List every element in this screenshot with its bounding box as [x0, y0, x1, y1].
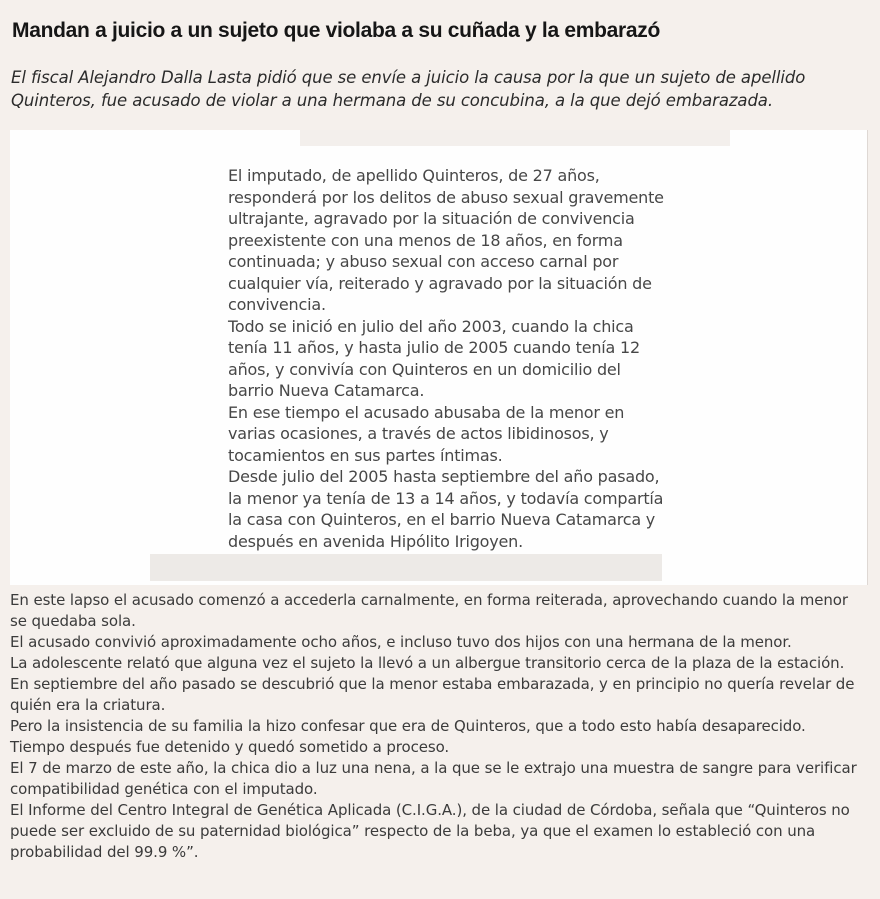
column-paragraph: Todo se inició en julio del año 2003, cuando la chica tenía 11 años, y hasta julio de 2005 cuando tenía 12 años, y convivía con Quinteros en un domicilio del barrio Nueva Catamarca. — [228, 316, 640, 400]
scan-artifact-shade — [300, 130, 730, 146]
body-paragraph: El Informe del Centro Integral de Genética Aplicada (C.I.G.A.), de la ciudad de Córdoba, señala que “Quinteros no puede ser excluido de su paternidad biológica” respecto de la beba, ya que el examen lo estableció con una probabilidad del 99.9 %”. — [10, 801, 850, 861]
column-paragraph: En ese tiempo el acusado abusaba de la menor en varias ocasiones, a través de actos libidinosos, y tocamientos en sus partes íntimas. — [228, 402, 625, 465]
body-paragraph: Pero la insistencia de su familia la hizo confesar que era de Quinteros, que a todo esto había desaparecido. Tiempo después fue detenido y quedó sometido a proceso. — [10, 717, 806, 756]
scan-artifact-band — [150, 554, 662, 581]
body-paragraph: La adolescente relató que alguna vez el sujeto la llevó a un albergue transitorio cerca de la plaza de la estación. — [10, 654, 845, 672]
body-paragraph: En este lapso el acusado comenzó a accederla carnalmente, en forma reiterada, aprovechando cuando la menor se quedaba sola. — [10, 591, 848, 630]
article-scan-panel — [10, 130, 868, 585]
body-paragraph: El acusado convivió aproximadamente ocho años, e incluso tuvo dos hijos con una hermana de la menor. — [10, 633, 792, 651]
article-headline: Mandan a juicio a un sujeto que violaba a su cuñada y la embarazó — [12, 19, 661, 42]
body-paragraph: En septiembre del año pasado se descubrió que la menor estaba embarazada, y en principio no quería revelar de quién era la criatura. — [10, 675, 855, 714]
column-paragraph: Desde julio del 2005 hasta septiembre del año pasado, la menor ya tenía de 13 a 14 años, y todavía compartía la casa con Quinteros, en el barrio Nueva Catamarca y después en avenida Hipólito Irigoyen. — [228, 467, 664, 551]
article-column — [228, 165, 666, 552]
column-paragraph: El imputado, de apellido Quinteros, de 27 años, responderá por los delitos de abuso sexual gravemente ultrajante, agravado por la situación de convivencia preexistente con una menos de 18 años, en forma continuada; y abuso sexual con acceso carnal por cualquier vía, reiterado y agravado por la situación de convivencia. — [228, 166, 664, 314]
article-body — [10, 590, 862, 863]
body-paragraph: El 7 de marzo de este año, la chica dio a luz una nena, a la que se le extrajo una muestra de sangre para verificar compatibilidad genética con el imputado. — [10, 759, 857, 798]
article-lede: El fiscal Alejandro Dalla Lasta pidió que se envíe a juicio la causa por la que un sujeto de apellido Quinteros, fue acusado de violar a una hermana de su concubina, a la que dejó embarazada. — [11, 68, 806, 110]
